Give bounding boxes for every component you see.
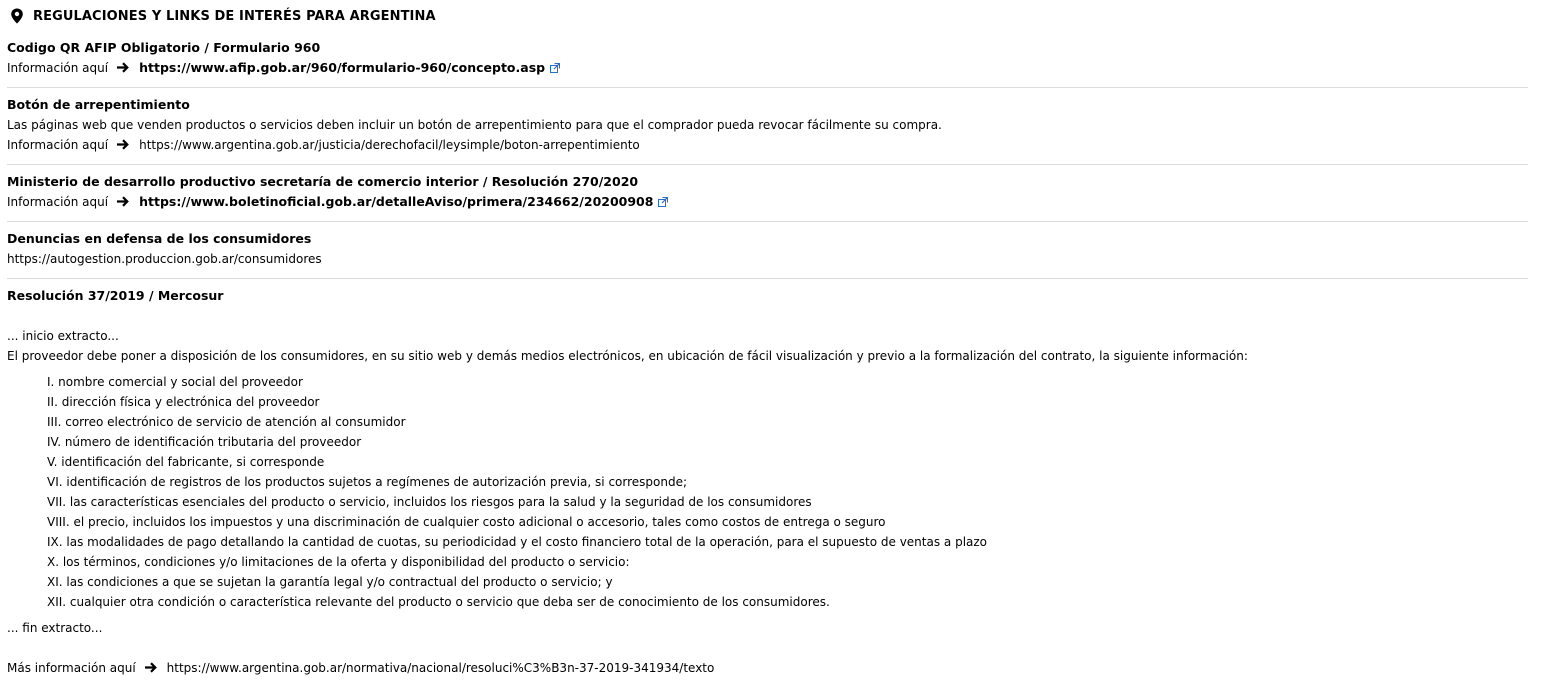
requirements-list [47, 372, 1528, 612]
regulations-page [7, 0, 1528, 687]
list-item: VIII. el precio, incluidos los impuestos y una discriminación de cualquier costo adicional o accesorio, tales como costos de entrega o seguro [47, 515, 886, 529]
afip-link[interactable]: https://www.afip.gob.ar/960/formulario-960/concepto.asp [139, 60, 546, 75]
section-arrepentimiento [7, 88, 1528, 165]
section-afip-qr [7, 24, 1528, 88]
list-item: IV. número de identificación tributaria del proveedor [47, 435, 362, 449]
section-heading: Ministerio de desarrollo productivo secretaría de comercio interior / Resolución 270/2020 [7, 174, 639, 189]
list-item: XI. las condiciones a que se sujetan la garantía legal y/o contractual del producto o servicio; y [47, 575, 613, 589]
extract-start: ... inicio extracto... [7, 329, 119, 343]
more-info-label: Más información aquí [7, 661, 136, 675]
list-item: XII. cualquier otra condición o característica relevante del producto o servicio que deba ser de conocimiento de los consumidores. [47, 595, 830, 609]
extract-intro: El proveedor debe poner a disposición de los consumidores, en su sitio web y demás medios electrónicos, en ubicación de fácil visualización y previo a la formalización del contrato, la siguiente información: [7, 349, 1248, 363]
section-heading: Botón de arrepentimiento [7, 97, 190, 112]
list-item: III. correo electrónico de servicio de atención al consumidor [47, 415, 406, 429]
arrow-right-icon [116, 196, 130, 207]
section-heading: Resolución 37/2019 / Mercosur [7, 288, 224, 303]
section-description: Las páginas web que venden productos o servicios deben incluir un botón de arrepentimiento para que el comprador pueda revocar fácilmente su compra. [7, 118, 942, 132]
list-item: I. nombre comercial y social del proveedor [47, 375, 303, 389]
external-link-icon[interactable] [550, 63, 560, 73]
info-row [7, 58, 1528, 78]
map-marker-icon [10, 8, 24, 24]
arrow-right-icon [116, 62, 130, 73]
more-info-row [7, 658, 1528, 678]
external-link-icon[interactable] [658, 197, 668, 207]
consumidores-link[interactable]: https://autogestion.produccion.gob.ar/consumidores [7, 252, 322, 266]
info-label: Información aquí [7, 195, 109, 209]
info-row [7, 249, 1528, 269]
arrow-right-icon [144, 662, 158, 673]
info-label: Información aquí [7, 61, 109, 75]
arrepentimiento-link[interactable]: https://www.argentina.gob.ar/justicia/derechofacil/leysimple/boton-arrepentimiento [139, 138, 640, 152]
list-item: VII. las características esenciales del producto o servicio, incluidos los riesgos para la salud y la seguridad de los consumidores [47, 495, 812, 509]
info-row [7, 192, 1528, 212]
page-header [7, 8, 1528, 24]
info-row [7, 135, 1528, 155]
arrow-right-icon [116, 139, 130, 150]
extract-end: ... fin extracto... [7, 621, 103, 635]
section-heading: Codigo QR AFIP Obligatorio / Formulario 960 [7, 40, 321, 55]
list-item: II. dirección física y electrónica del proveedor [47, 395, 320, 409]
boletin-link[interactable]: https://www.boletinoficial.gob.ar/detalleAviso/primera/234662/20200908 [139, 194, 654, 209]
section-denuncias [7, 222, 1528, 279]
section-resolucion-270 [7, 165, 1528, 222]
list-item: IX. las modalidades de pago detallando la cantidad de cuotas, su periodicidad y el costo financiero total de la operación, para el supuesto de ventas a plazo [47, 535, 988, 549]
section-resolucion-37 [7, 279, 1528, 687]
info-label: Información aquí [7, 138, 109, 152]
list-item: V. identificación del fabricante, si corresponde [47, 455, 325, 469]
section-heading: Denuncias en defensa de los consumidores [7, 231, 312, 246]
list-item: X. los términos, condiciones y/o limitaciones de la oferta y disponibilidad del producto o servicio: [47, 555, 630, 569]
list-item: VI. identificación de registros de los productos sujetos a regímenes de autorización previa, si corresponde; [47, 475, 688, 489]
resolucion-37-link[interactable]: https://www.argentina.gob.ar/normativa/nacional/resoluci%C3%B3n-37-2019-341934/texto [166, 661, 715, 675]
page-title: REGULACIONES Y LINKS DE INTERÉS PARA ARGENTINA [33, 8, 436, 24]
